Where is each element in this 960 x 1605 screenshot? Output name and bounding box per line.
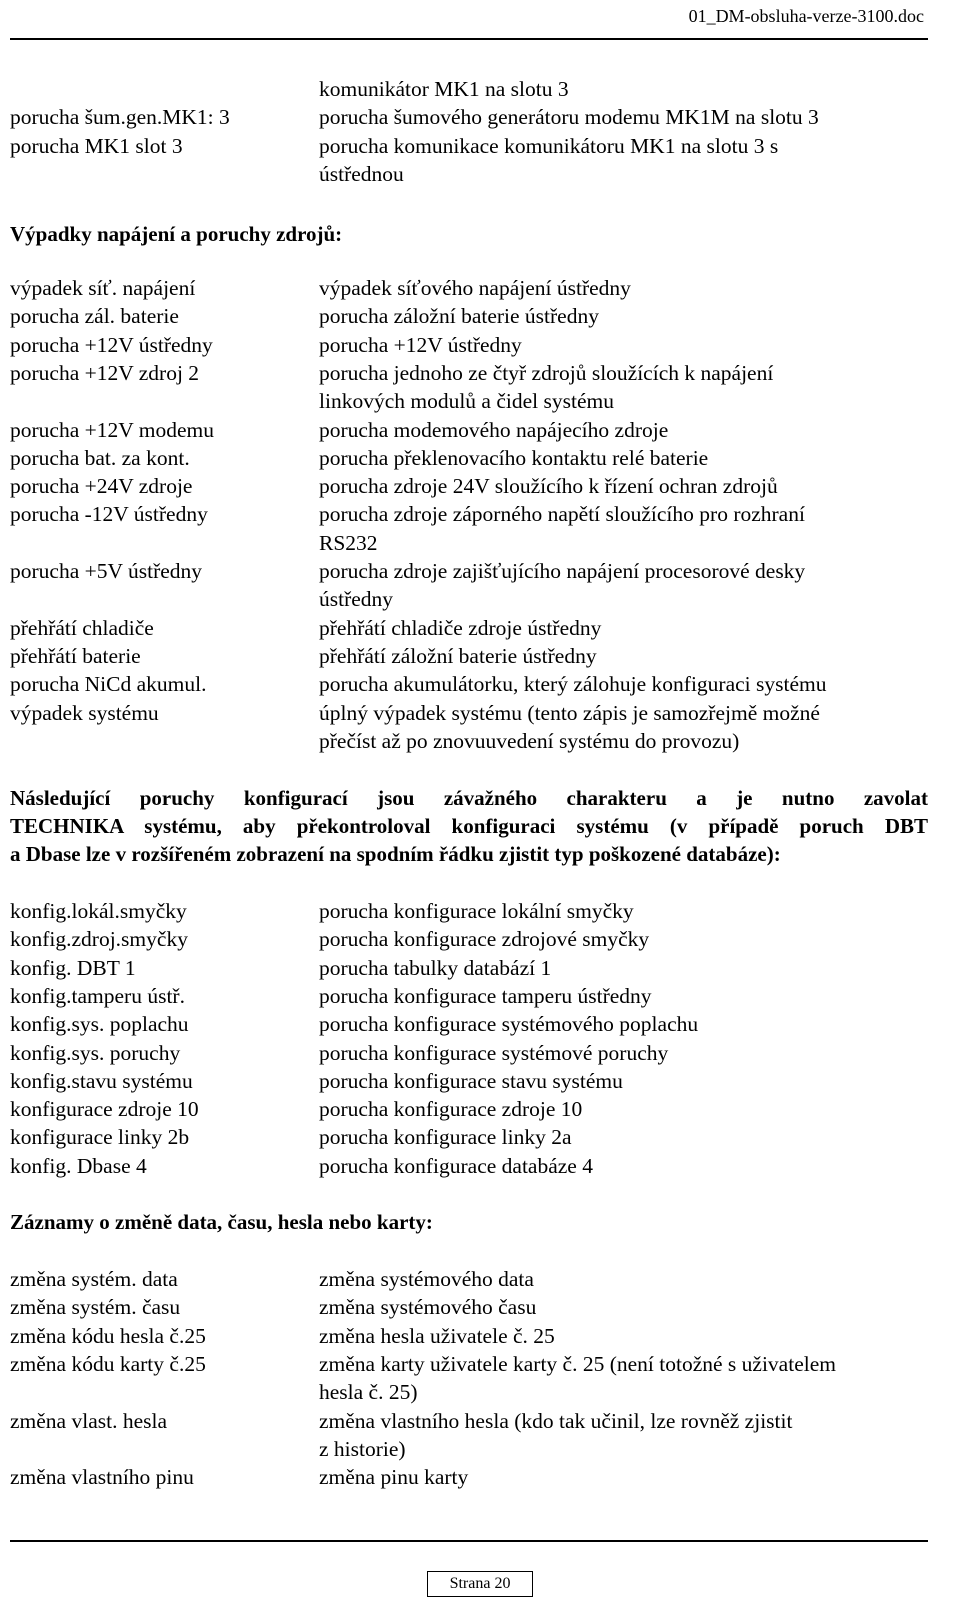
table-row: [10, 614, 928, 643]
term: porucha MK1 slot 3: [10, 133, 183, 158]
table-row: [10, 416, 928, 445]
table-row: [10, 500, 928, 529]
paragraph-line: TECHNIKA systému, aby překontroloval konfiguraci systému (v případě poruch DBT: [10, 814, 928, 838]
table-row: [10, 1010, 928, 1039]
table-row: [10, 585, 928, 614]
description: porucha komunikace komunikátoru MK1 na slotu 3 s: [319, 133, 779, 158]
term: porucha bat. za kont.: [10, 445, 190, 470]
description: porucha konfigurace zdrojové smyčky: [319, 927, 650, 952]
table-row: [10, 529, 928, 558]
term: přehřátí chladiče: [10, 615, 154, 640]
table-row: [10, 1435, 928, 1464]
table-row: [10, 1378, 928, 1407]
description: linkových modulů a čidel systému: [319, 389, 614, 414]
table-row: [10, 1293, 928, 1322]
table-row: [10, 727, 928, 756]
page-header: [10, 0, 928, 40]
table-row: [10, 472, 928, 501]
description: porucha zdroje zajišťujícího napájení procesorové desky: [319, 559, 806, 583]
heading-changes: Záznamy o změně data, času, hesla nebo karty:: [10, 1210, 433, 1234]
table-row: [10, 1463, 928, 1492]
description: porucha konfigurace systémové poruchy: [319, 1040, 669, 1065]
term: změna vlast. hesla: [10, 1408, 168, 1433]
description: porucha modemového napájecího zdroje: [319, 417, 669, 442]
term: změna kódu hesla č.25: [10, 1323, 206, 1348]
footer-rule: [10, 1540, 928, 1542]
header-filename: 01_DM-obsluha-verze-3100.doc: [688, 6, 924, 26]
table-row: [10, 444, 928, 473]
description: porucha šumového generátoru modemu MK1M na slotu 3: [319, 105, 819, 130]
description: porucha zdroje 24V sloužícího k řízení ochran zdrojů: [319, 474, 778, 499]
description: porucha zdroje záporného napětí sloužícího pro rozhraní: [319, 502, 805, 527]
table-row: [10, 302, 928, 331]
table-row: [10, 160, 928, 189]
description: porucha záložní baterie ústředny: [319, 304, 599, 329]
table-row: [10, 75, 928, 104]
term: konfig.sys. poruchy: [10, 1040, 181, 1065]
term: přehřátí baterie: [10, 643, 141, 668]
term: změna vlastního pinu: [10, 1465, 194, 1490]
description: změna vlastního hesla (kdo tak učinil, lze rovněž zjistit: [319, 1408, 793, 1433]
description: porucha konfigurace lokální smyčky: [319, 899, 634, 923]
table-row: [10, 1407, 928, 1436]
term: změna systém. data: [10, 1267, 178, 1291]
description: změna hesla uživatele č. 25: [319, 1323, 555, 1348]
table-row: [10, 103, 928, 132]
term: změna systém. času: [10, 1295, 181, 1320]
table-row: [10, 132, 928, 161]
term: konfig.tamperu ústř.: [10, 983, 185, 1008]
term: porucha +12V modemu: [10, 417, 214, 442]
table-row: [10, 1039, 928, 1068]
term: konfig. DBT 1: [10, 955, 136, 980]
description: hesla č. 25): [319, 1380, 418, 1405]
page-number: Strana 20: [427, 1571, 533, 1597]
paragraph-line: Následující poruchy konfigurací jsou závažného charakteru a je nutno zavolat: [10, 786, 928, 810]
table-row: [10, 982, 928, 1011]
table-row: [10, 1152, 928, 1181]
term: konfig.stavu systému: [10, 1068, 193, 1093]
table-row: [10, 642, 928, 671]
description: změna karty uživatele karty č. 25 (není totožné s uživatelem: [319, 1351, 836, 1376]
term: konfigurace linky 2b: [10, 1125, 190, 1150]
table-row: [10, 1067, 928, 1096]
term: změna kódu karty č.25: [10, 1351, 206, 1376]
description: porucha konfigurace zdroje 10: [319, 1097, 583, 1122]
term: porucha +12V ústředny: [10, 332, 213, 357]
table-row: [10, 359, 928, 388]
term: porucha -12V ústředny: [10, 502, 208, 527]
description: porucha konfigurace tamperu ústředny: [319, 983, 652, 1008]
heading-power-failures: Výpadky napájení a poruchy zdrojů:: [10, 222, 343, 246]
table-row: [10, 331, 928, 360]
description: přehřátí chladiče zdroje ústředny: [319, 615, 602, 640]
description: komunikátor MK1 na slotu 3: [319, 77, 569, 101]
description: změna systémového času: [319, 1295, 537, 1320]
term: porucha +5V ústředny: [10, 559, 203, 583]
term: porucha +24V zdroje: [10, 474, 193, 499]
table-row: [10, 1350, 928, 1379]
term: výpadek síť. napájení: [10, 276, 196, 300]
description: porucha konfigurace stavu systému: [319, 1068, 623, 1093]
description: změna systémového data: [319, 1267, 534, 1291]
term: konfig.zdroj.smyčky: [10, 927, 188, 952]
table-row: [10, 1322, 928, 1351]
term: konfigurace zdroje 10: [10, 1097, 199, 1122]
table-row: [10, 670, 928, 699]
table-row: [10, 699, 928, 728]
term: výpadek systému: [10, 700, 159, 725]
term: konfig.sys. poplachu: [10, 1012, 189, 1037]
table-row: [10, 1265, 928, 1294]
term: porucha zál. baterie: [10, 304, 179, 329]
description: přehřátí záložní baterie ústředny: [319, 643, 597, 668]
term: konfig.lokál.smyčky: [10, 899, 187, 923]
table-row: [10, 557, 928, 586]
description: RS232: [319, 530, 378, 555]
description: porucha konfigurace linky 2a: [319, 1125, 572, 1150]
paragraph-line: a Dbase lze v rozšířeném zobrazení na spodním řádku zjistit typ poškozené databáze):: [10, 842, 781, 866]
description: výpadek síťového napájení ústředny: [319, 276, 631, 300]
table-row: [10, 1095, 928, 1124]
description: ústředny: [319, 587, 394, 612]
description: porucha konfigurace systémového poplachu: [319, 1012, 699, 1037]
description: porucha konfigurace databáze 4: [319, 1153, 593, 1178]
term: porucha +12V zdroj 2: [10, 360, 200, 385]
term: konfig. Dbase 4: [10, 1153, 147, 1178]
term: porucha NiCd akumul.: [10, 672, 207, 697]
description: ústřednou: [319, 161, 404, 186]
description: porucha +12V ústředny: [319, 332, 522, 357]
description: změna pinu karty: [319, 1465, 469, 1490]
table-row: [10, 897, 928, 926]
table-row: [10, 925, 928, 954]
table-row: [10, 274, 928, 303]
table-row: [10, 387, 928, 416]
description: porucha překlenovacího kontaktu relé baterie: [319, 445, 709, 470]
table-row: [10, 954, 928, 983]
term: porucha šum.gen.MK1: 3: [10, 105, 230, 130]
description: porucha jednoho ze čtyř zdrojů sloužících k napájení: [319, 360, 774, 385]
description: porucha tabulky databází 1: [319, 955, 552, 980]
description: přečíst až po znovuuvedení systému do provozu): [319, 728, 740, 753]
description: porucha akumulátorku, který zálohuje konfiguraci systému: [319, 672, 827, 697]
description: úplný výpadek systému (tento zápis je samozřejmě možné: [319, 700, 820, 725]
description: z historie): [319, 1436, 406, 1461]
table-row: [10, 1123, 928, 1152]
